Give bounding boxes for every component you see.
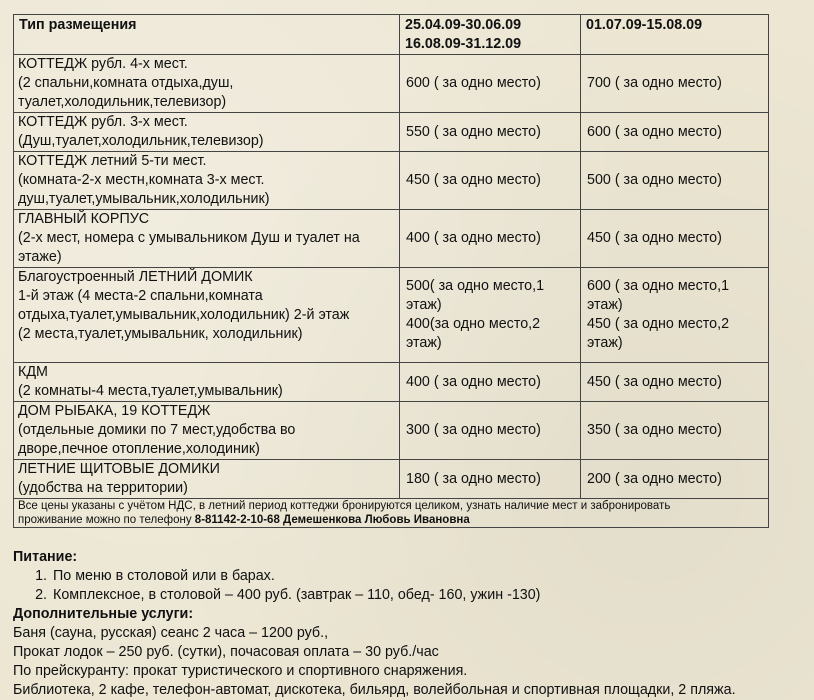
- note-prefix: проживание можно по телефону: [18, 514, 195, 526]
- accommodation-description: (2-х мест, номера с умывальником Душ и туалет на: [18, 230, 360, 246]
- price-text: 300 ( за одно место): [406, 422, 541, 438]
- price-season-1: [400, 268, 581, 363]
- price-note: [14, 499, 769, 528]
- price-season-2: [581, 152, 769, 210]
- contact-phone: 8-81142-2-10-68 Демешенкова Любовь Ивановна: [194, 514, 470, 526]
- price-season-1: [400, 460, 581, 499]
- season-1-range-1: 25.04.09-30.06.09: [405, 17, 522, 33]
- price-text: этаж): [587, 335, 623, 351]
- table-row: [14, 402, 769, 460]
- price-text: этаж): [406, 335, 442, 351]
- accommodation-description: (отдельные домики по 7 мест,удобства во: [18, 422, 296, 438]
- accommodation-cell: [14, 210, 400, 268]
- price-text: 400(за одно место,2: [406, 316, 541, 332]
- price-text: 550 ( за одно место): [406, 123, 541, 140]
- accommodation-cell: [14, 460, 400, 499]
- table-row: [14, 113, 769, 152]
- header-accommodation-type: Тип размещения: [14, 15, 400, 55]
- food-list: [13, 567, 813, 605]
- price-season-2: [581, 268, 769, 363]
- food-item-complex: 2. Комплексное, в столовой – 400 руб. (завтрак – 110, обед- 160, ужин -130): [51, 586, 813, 605]
- price-season-1: [400, 55, 581, 113]
- accommodation-cell: [14, 55, 400, 113]
- accommodation-description: душ,туалет,умывальник,холодильник): [18, 191, 270, 207]
- price-table: [13, 14, 769, 528]
- accommodation-description: (2 спальни,комната отдыха,душ,: [18, 75, 234, 91]
- price-text: 500( за одно место,1: [406, 278, 545, 294]
- accommodation-description: (удобства на территории): [18, 480, 188, 496]
- extra-info: [13, 548, 813, 700]
- accommodation-description: 1-й этаж (4 места-2 спальни,комната: [18, 288, 263, 304]
- table-row: [14, 363, 769, 402]
- price-text: 450 ( за одно место): [587, 373, 722, 390]
- price-season-1: [400, 210, 581, 268]
- price-text: 600 ( за одно место,1: [587, 278, 730, 294]
- price-text: 600 ( за одно место): [406, 75, 541, 91]
- accommodation-cell: [14, 152, 400, 210]
- accommodation-description: отдыха,туалет,умывальник,холодильник) 2-й этаж: [18, 307, 350, 323]
- price-text: 600 ( за одно место): [587, 123, 722, 140]
- price-text: этаж): [587, 297, 623, 313]
- accommodation-cell: [14, 268, 400, 363]
- accommodation-description: дворе,печное отопление,холодиник): [18, 441, 260, 457]
- service-sauna: Баня (сауна, русская) сеанс 2 часа – 1200 руб.,: [13, 625, 329, 641]
- service-amenities: Библиотека, 2 кафе, телефон-автомат, дискотека, бильярд, волейбольная и спортивная площадки, 2 пляжа.: [13, 682, 736, 698]
- price-season-2: [581, 210, 769, 268]
- services-heading: Дополнительные услуги:: [13, 606, 194, 622]
- price-season-2: [581, 363, 769, 402]
- accommodation-description: этаже): [18, 249, 62, 265]
- accommodation-description: (Душ,туалет,холодильник,телевизор): [18, 133, 264, 149]
- accommodation-title: Благоустроенный ЛЕТНИЙ ДОМИК: [18, 269, 253, 285]
- accommodation-cell: [14, 402, 400, 460]
- accommodation-title: ЛЕТНИЕ ЩИТОВЫЕ ДОМИКИ: [18, 461, 220, 477]
- table-row: [14, 268, 769, 363]
- price-text: 400 ( за одно место): [406, 373, 541, 390]
- table-row: [14, 55, 769, 113]
- price-text: 180 ( за одно место): [406, 470, 541, 487]
- price-season-1: [400, 402, 581, 460]
- accommodation-cell: [14, 113, 400, 152]
- service-equipment: По прейскуранту: прокат туристического и спортивного снаряжения.: [13, 663, 468, 679]
- price-season-1: [400, 363, 581, 402]
- price-text: 400 ( за одно место): [406, 230, 541, 246]
- table-body: [14, 55, 769, 499]
- accommodation-description: (комната-2-х местн,комната 3-х мест.: [18, 172, 265, 188]
- accommodation-title: КОТТЕДЖ рубл. 3-х мест.: [18, 114, 188, 130]
- price-season-1: [400, 152, 581, 210]
- note-line-1: Все цены указаны с учётом НДС, в летний период коттеджи бронируются целиком, узнать наличие мест и забронировать: [18, 500, 671, 512]
- food-item-menu: 1. По меню в столовой или в барах.: [51, 567, 813, 586]
- service-boats: Прокат лодок – 250 руб. (сутки), почасовая оплата – 30 руб./час: [13, 644, 439, 660]
- price-text: 500 ( за одно место): [587, 172, 722, 188]
- header-season-2: 01.07.09-15.08.09: [581, 15, 769, 55]
- accommodation-title: ДОМ РЫБАКА, 19 КОТТЕДЖ: [18, 403, 211, 419]
- price-season-2: [581, 460, 769, 499]
- price-season-2: [581, 55, 769, 113]
- header-season-1: [400, 15, 581, 55]
- table-row: [14, 152, 769, 210]
- price-text: 350 ( за одно место): [587, 422, 722, 438]
- accommodation-description: (2 комнаты-4 места,туалет,умывальник): [18, 383, 283, 399]
- season-1-range-2: 16.08.09-31.12.09: [405, 36, 522, 52]
- accommodation-title: КОТТЕДЖ летний 5-ти мест.: [18, 153, 207, 169]
- table-header-row: [14, 15, 769, 55]
- accommodation-description: туалет,холодильник,телевизор): [18, 94, 227, 110]
- price-text: 450 ( за одно место,2: [587, 316, 730, 332]
- accommodation-cell: [14, 363, 400, 402]
- accommodation-title: ГЛАВНЫЙ КОРПУС: [18, 211, 150, 227]
- price-text: 700 ( за одно место): [587, 75, 722, 91]
- price-text: 450 ( за одно место): [587, 230, 722, 246]
- accommodation-title: КДМ: [18, 364, 48, 380]
- accommodation-description: (2 места,туалет,умывальник, холодильник): [18, 326, 303, 342]
- price-season-2: [581, 113, 769, 152]
- accommodation-title: КОТТЕДЖ рубл. 4-х мест.: [18, 56, 188, 72]
- food-heading: Питание:: [13, 549, 78, 565]
- price-text: 200 ( за одно место): [587, 470, 722, 487]
- price-text: 450 ( за одно место): [406, 172, 541, 188]
- note-row: [14, 499, 769, 528]
- price-text: этаж): [406, 297, 442, 313]
- note-line-2: [18, 513, 764, 527]
- table-row: [14, 460, 769, 499]
- price-season-1: [400, 113, 581, 152]
- table-row: [14, 210, 769, 268]
- price-season-2: [581, 402, 769, 460]
